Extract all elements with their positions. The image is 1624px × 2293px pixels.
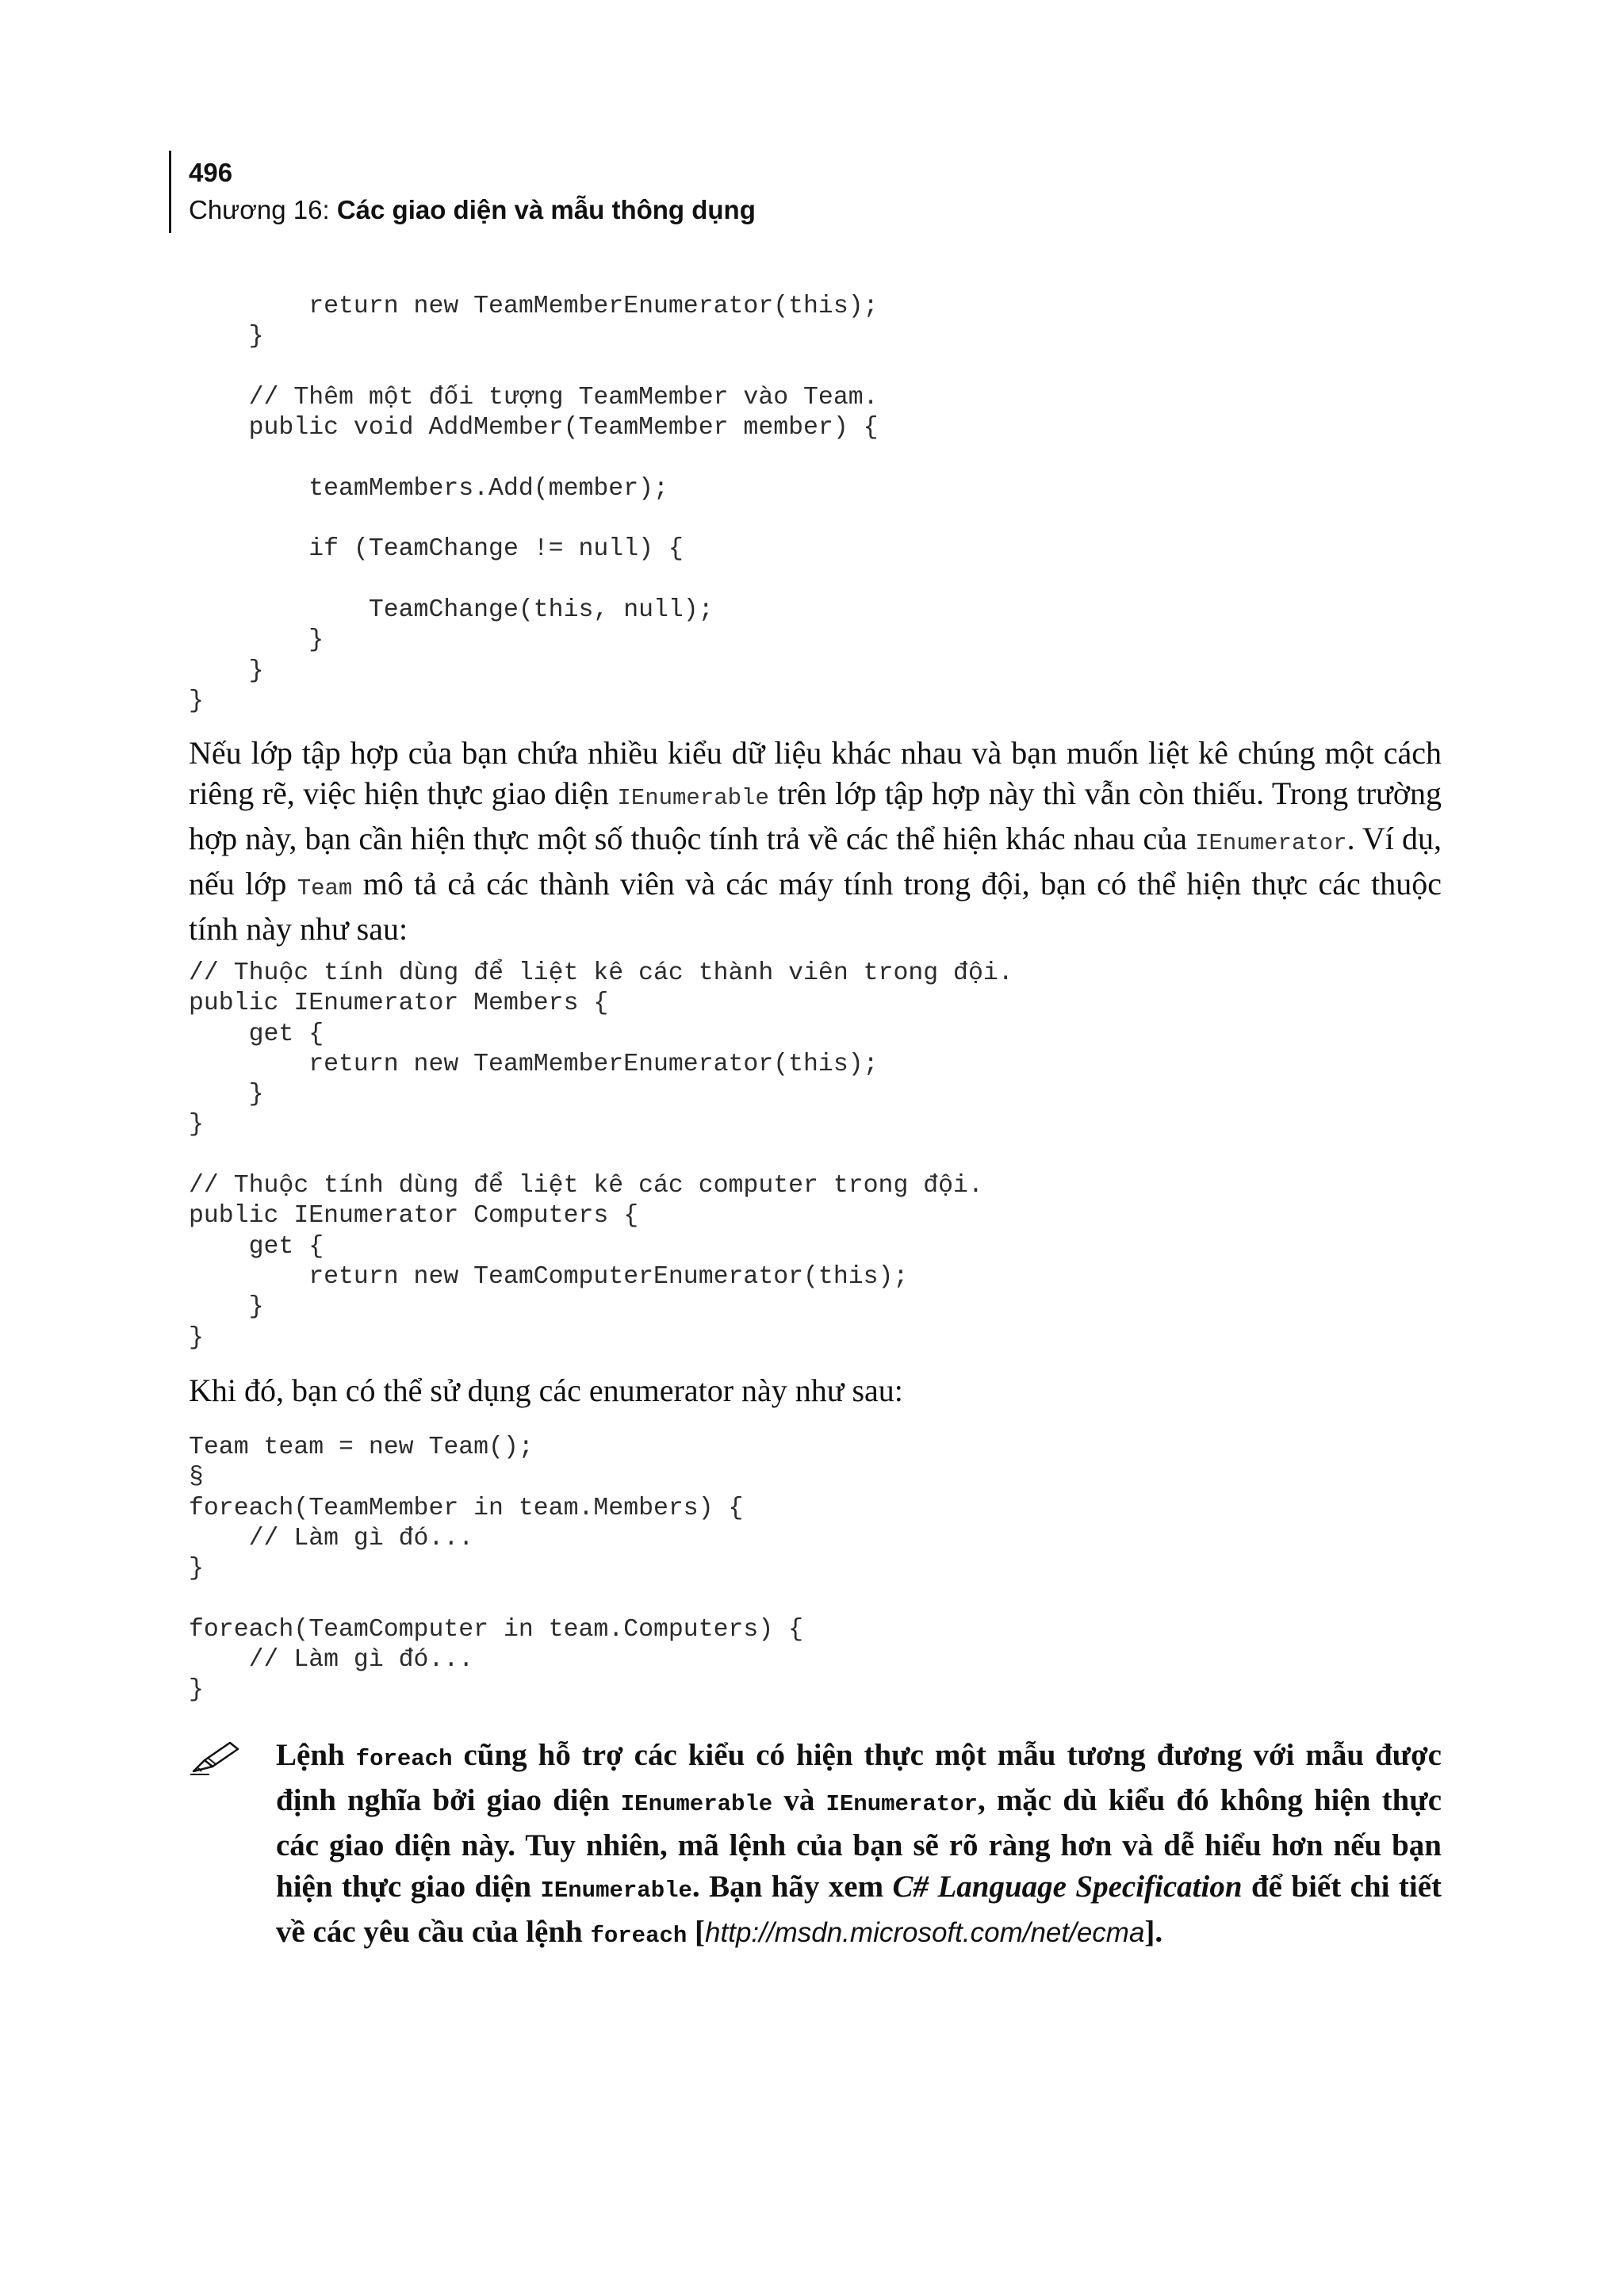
note-segment: để biết chi tiết về các yêu cầu của lệnh bbox=[276, 1870, 1442, 1949]
code-block-properties: // Thuộc tính dùng để liệt kê các thành viên trong đội. public IEnumerator Members { get { return new TeamMemberEnumerator(this); } } // Thuộc tính dùng để liệt kê các computer trong đội. public IEnumerator Computers { get { return new TeamComputerEnumerator(this); } } bbox=[189, 959, 1013, 1352]
code-block-add-member: return new TeamMemberEnumerator(this); } // Thêm một đối tượng TeamMember vào Team. public void AddMember(TeamMember member) { teamMembers.Add(member); if (TeamChange != null) { TeamChange(this, null); } } } bbox=[189, 293, 879, 715]
chapter-prefix: Chương 16: bbox=[189, 195, 337, 224]
note-text bbox=[276, 1735, 1442, 1957]
note-segment: [ bbox=[687, 1915, 706, 1949]
paragraph-text: mô tả cả các thành viên và các máy tính trong đội, bạn có thể hiện thực các thuộc tính này như sau: bbox=[189, 866, 1442, 947]
inline-code: foreach bbox=[590, 1923, 688, 1949]
chapter-heading bbox=[189, 194, 756, 226]
header-rule bbox=[169, 151, 171, 233]
spec-title: C# Language Specification bbox=[892, 1870, 1243, 1904]
inline-code: IEnumerator bbox=[825, 1791, 978, 1817]
paragraph-text: . Ví dụ, nếu lớp bbox=[189, 821, 1442, 902]
note-segment: Lệnh bbox=[276, 1738, 356, 1772]
page-number: 496 bbox=[189, 158, 233, 187]
body-paragraph-1 bbox=[189, 733, 1442, 949]
pencil-note-icon bbox=[189, 1740, 241, 1776]
note-segment: cũng hỗ trợ các kiểu có hiện thực một mẫu tương đương với mẫu được định nghĩa bởi giao diện bbox=[276, 1738, 1442, 1817]
inline-code: IEnumerable bbox=[620, 1791, 773, 1817]
note-segment: . Bạn hãy xem bbox=[691, 1870, 893, 1904]
body-paragraph-2: Khi đó, bạn có thể sử dụng các enumerator này như sau: bbox=[189, 1372, 903, 1408]
inline-code: foreach bbox=[355, 1746, 453, 1772]
note-segment: , mặc dù kiểu đó không hiện thực các giao diện này. Tuy nhiên, mã lệnh của bạn sẽ rõ ràng hơn và dễ hiểu hơn nếu bạn hiện thực giao diện bbox=[276, 1783, 1442, 1904]
inline-code: IEnumerable bbox=[540, 1878, 692, 1904]
chapter-title: Các giao diện và mẫu thông dụng bbox=[336, 195, 756, 224]
ecma-link[interactable]: http://msdn.microsoft.com/net/ecma bbox=[705, 1917, 1145, 1948]
note-segment: ]. bbox=[1144, 1915, 1163, 1949]
paragraph-text: trên lớp tập hợp này thì vẫn còn thiếu. Trong trường hợp này, bạn cần hiện thực một số thuộc tính trả về các thể hiện khác nhau của bbox=[189, 775, 1442, 856]
inline-code: IEnumerable bbox=[617, 785, 769, 811]
inline-code: Team bbox=[297, 875, 353, 902]
note-segment: và bbox=[772, 1783, 826, 1817]
inline-code: IEnumerator bbox=[1195, 830, 1347, 856]
paragraph-text: Nếu lớp tập hợp của bạn chứa nhiều kiểu dữ liệu khác nhau và bạn muốn liệt kê chúng một cách riêng rẽ, việc hiện thực giao diện bbox=[189, 735, 1442, 811]
code-block-usage: Team team = new Team(); § foreach(TeamMember in team.Members) { // Làm gì đó... } foreach(TeamComputer in team.Computers) { // Làm gì đó... } bbox=[189, 1434, 804, 1705]
